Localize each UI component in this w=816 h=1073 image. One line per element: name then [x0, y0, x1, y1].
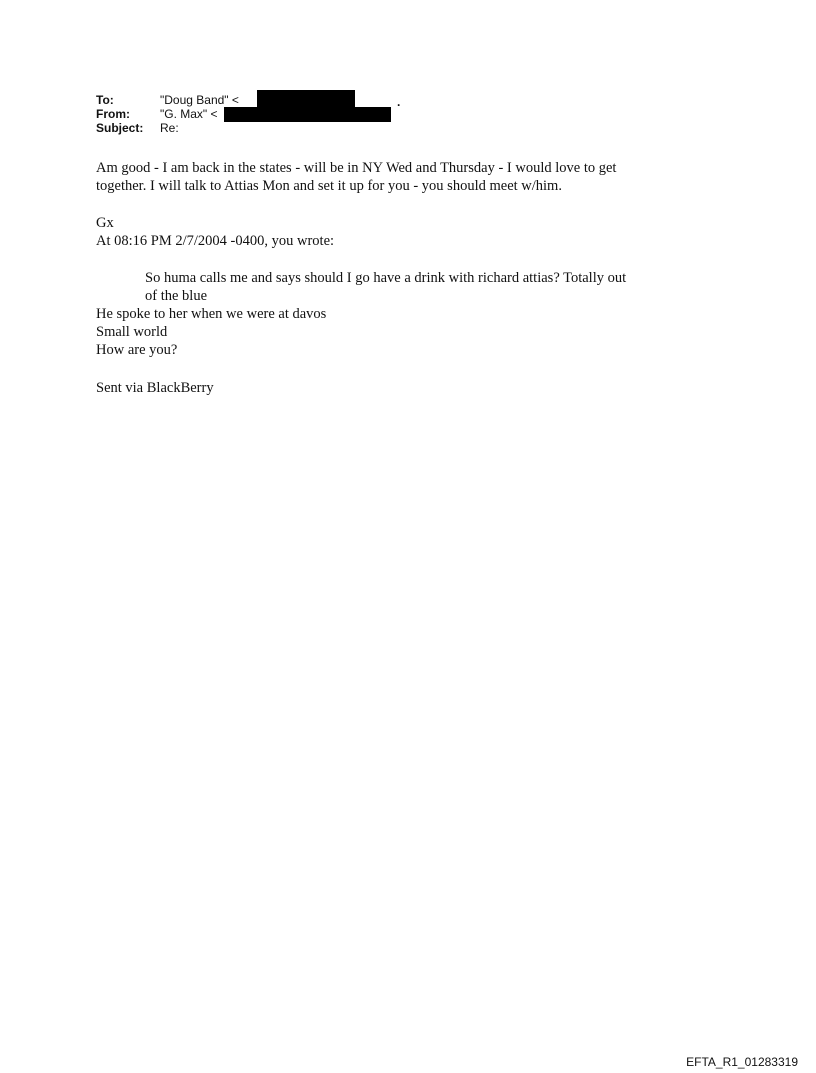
to-label: To:: [96, 93, 114, 107]
quoted-line: of the blue: [145, 288, 208, 304]
from-label: From:: [96, 107, 130, 121]
redaction-box-to: [257, 90, 355, 107]
body-line: Am good - I am back in the states - will be in NY Wed and Thursday - I would love to get: [96, 160, 617, 176]
quoted-line: So huma calls me and says should I go have a drink with richard attias? Totally out: [145, 270, 627, 286]
continuation-line: Small world: [96, 324, 168, 340]
continuation-line: How are you?: [96, 342, 178, 358]
sent-via-note: Sent via BlackBerry: [96, 380, 214, 396]
body-line: together. I will talk to Attias Mon and set it up for you - you should meet w/him.: [96, 178, 562, 194]
quoted-message: [145, 269, 685, 305]
redaction-box-from: [224, 107, 391, 122]
document-id: EFTA_R1_01283319: [686, 1055, 798, 1069]
signature: Gx: [96, 215, 114, 231]
quoted-continuation: [96, 305, 696, 359]
continuation-line: He spoke to her when we were at davos: [96, 306, 327, 322]
subject-value: Re:: [160, 121, 179, 135]
subject-label: Subject:: [96, 121, 144, 135]
from-value: "G. Max" <: [160, 107, 218, 121]
to-trailing-mark: .: [397, 95, 401, 109]
message-paragraph: [96, 159, 696, 195]
quote-header: At 08:16 PM 2/7/2004 -0400, you wrote:: [96, 233, 335, 249]
to-value: "Doug Band" <: [160, 93, 239, 107]
